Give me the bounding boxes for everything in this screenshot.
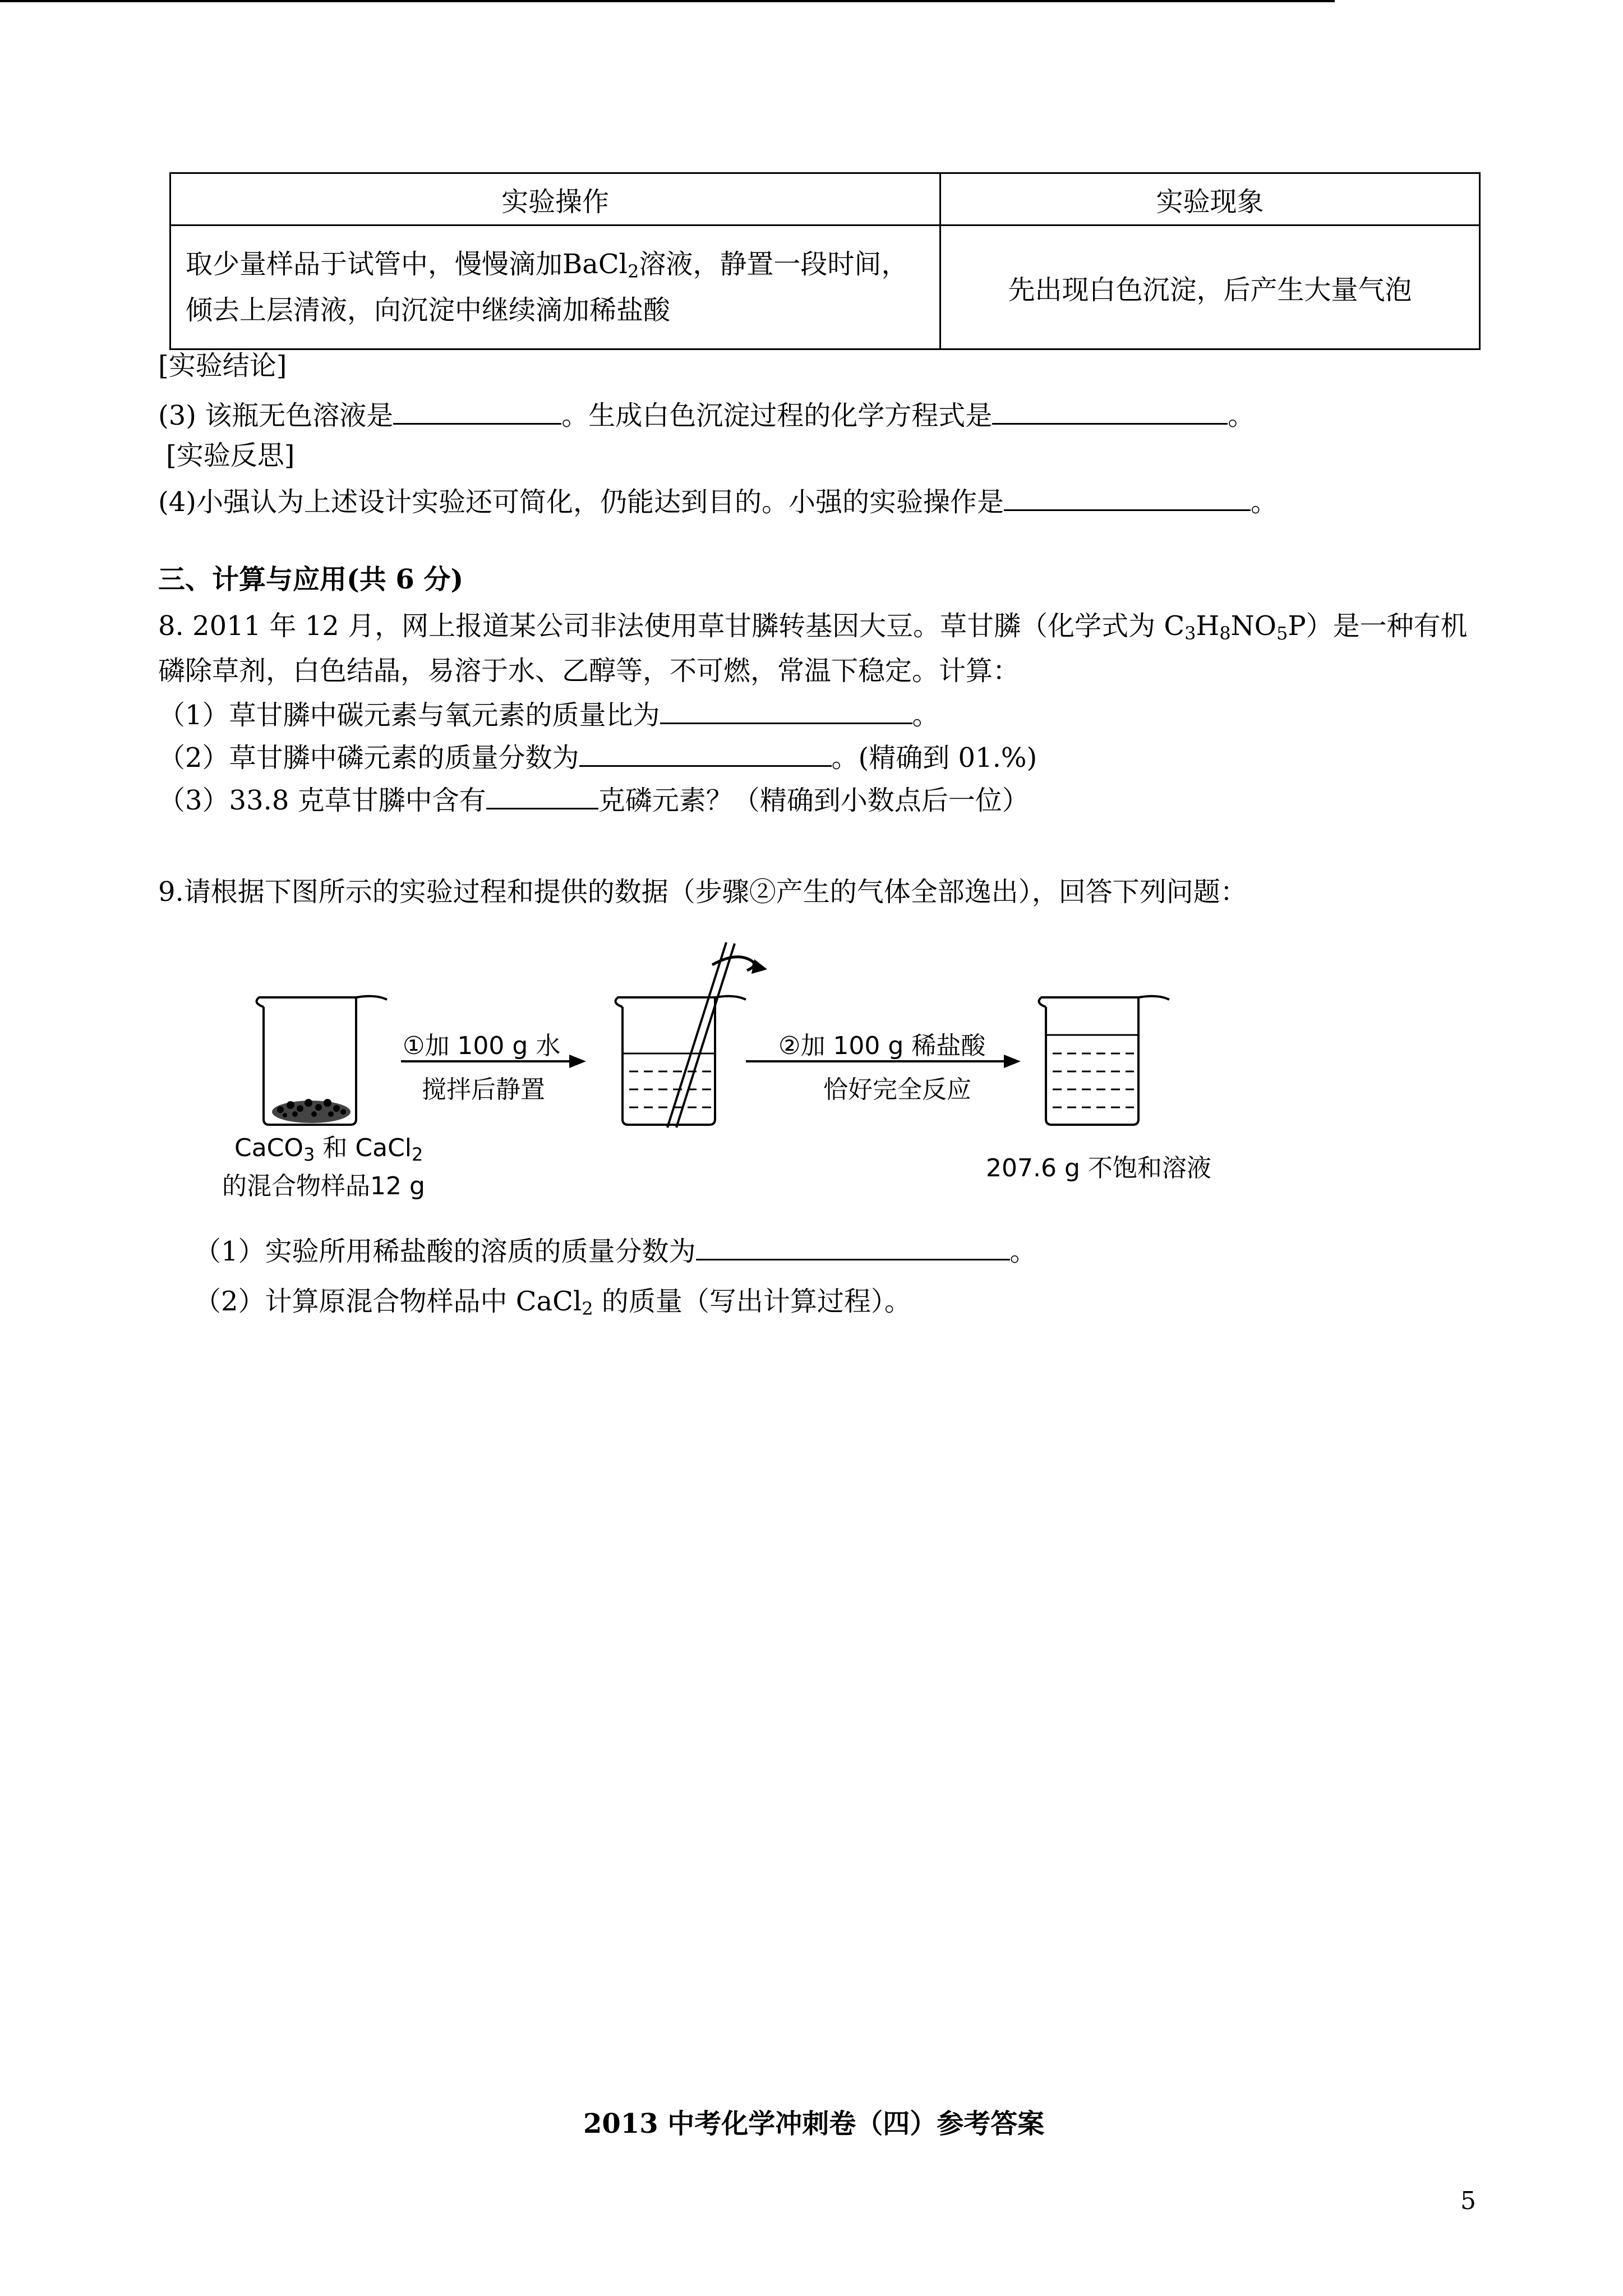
answer-blank[interactable] (486, 781, 598, 809)
question-4: (4)小强认为上述设计实验还可简化，仍能达到目的。小强的实验操作是 。 (158, 482, 1278, 519)
q8-part3: （3）33.8 克草甘膦中含有 克磷元素？（精确到小数点后一位） (158, 781, 1029, 817)
footer-title: 2013 中考化学冲刺卷（四）参考答案 (583, 2108, 1045, 2139)
q8-part1: （1）草甘膦中碳元素与氧元素的质量比为 。 (158, 696, 939, 732)
table-row (170, 226, 1480, 349)
conclusion-heading: [实验结论] (158, 350, 287, 381)
beaker-with-water-icon (616, 996, 746, 1125)
phenomenon-cell: 先出现白色沉淀，后产生大量气泡 (940, 226, 1480, 349)
liquid-level-icon (624, 1053, 714, 1107)
result-label: 207.6 g 不饱和溶液 (986, 1154, 1211, 1182)
arrow-head-icon (569, 1055, 586, 1068)
q8-part2: （2）草甘膦中磷元素的质量分数为 。(精确到 01.%) (158, 738, 1037, 775)
operation-cell: 取少量样品于试管中，慢慢滴加BaCl$_2$溶液，静置一段时间， 倾去上层清液，向沉淀中继续滴加稀盐酸 (170, 226, 940, 349)
q9-part1: （1）实验所用稀盐酸的溶质的质量分数为 。 (194, 1232, 1037, 1268)
step1-top-label: ①加 100 g 水 (403, 1032, 561, 1060)
beaker-with-solution-icon (1039, 996, 1170, 1125)
step1-bottom-label: 搅拌后静置 (422, 1075, 545, 1104)
sample-label-line2: 的混合物样品12 g (222, 1172, 425, 1200)
answer-blank[interactable] (696, 1232, 1010, 1260)
arrow-head-icon (1004, 1055, 1021, 1068)
step2-top-label: ②加 100 g 稀盐酸 (778, 1032, 986, 1060)
q9-intro: 9.请根据下图所示的实验过程和提供的数据（步骤②产生的气体全部逸出），回答下列问题： (158, 876, 1247, 908)
answer-blank[interactable] (393, 396, 561, 425)
table-header-row (170, 173, 1480, 226)
page-number: 5 (1460, 2187, 1476, 2215)
answer-blank[interactable] (992, 396, 1228, 425)
header-operation: 实验操作 (170, 173, 940, 226)
answer-blank[interactable] (579, 738, 832, 767)
experiment-table (169, 172, 1481, 350)
answer-blank[interactable] (1004, 482, 1251, 511)
question-3: (3) 该瓶无色溶液是 。生成白色沉淀过程的化学方程式是 。 (158, 396, 1255, 432)
reflection-heading: [实验反思] (166, 440, 295, 471)
sample-label-line1: CaCO$_3$ 和 CaCl$_2$ (234, 1134, 423, 1165)
answer-blank[interactable] (660, 696, 912, 724)
section-3-title: 三、计算与应用(共 6 分) (158, 564, 464, 595)
q8-line2: 磷除草剂，白色结晶，易溶于水、乙醇等，不可燃，常温下稳定。计算： (158, 655, 1020, 687)
q8-line1: 8. 2011 年 12 月，网上报道某公司非法使用草甘膦转基因大豆。草甘膦（化学式为 $C_3H_8NO_5P$）是一种有机 (158, 610, 1468, 644)
solution-level-icon (1047, 1035, 1137, 1107)
header-phenomenon: 实验现象 (940, 173, 1480, 226)
glass-rod-icon (667, 942, 735, 1128)
header-rule (0, 0, 1335, 2)
step2-bottom-label: 恰好完全反应 (823, 1075, 971, 1104)
q9-part2: （2）计算原混合物样品中 CaCl$_2$ 的质量（写出计算过程）。 (194, 1286, 911, 1319)
solid-granules-icon (272, 1099, 351, 1123)
